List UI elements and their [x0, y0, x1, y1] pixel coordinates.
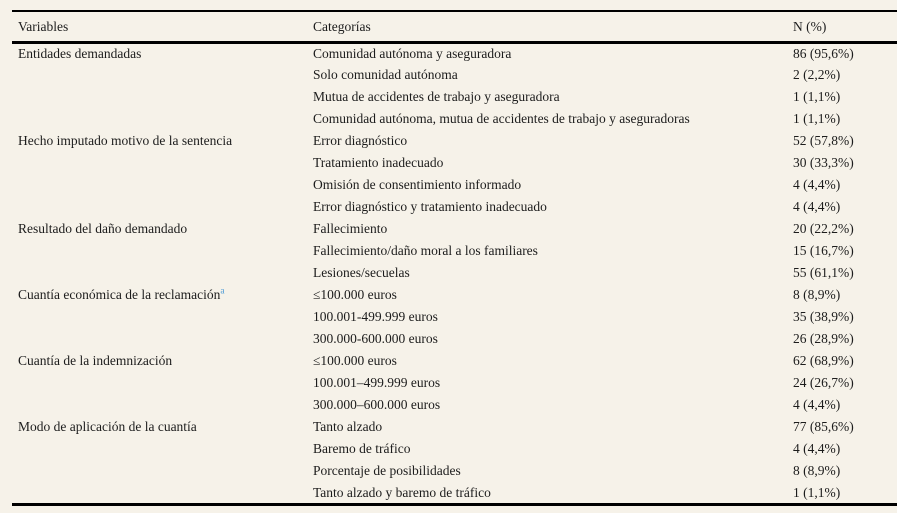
variable-cell — [12, 372, 307, 394]
category-cell: Error diagnóstico y tratamiento inadecuado — [313, 199, 547, 215]
category-cell: Error diagnóstico — [313, 133, 408, 149]
variable-cell — [12, 108, 307, 130]
category-cell: Mutua de accidentes de trabajo y aseguradora — [313, 89, 560, 105]
table-row — [12, 416, 897, 438]
variable-cell — [12, 482, 307, 504]
category-cell: Tanto alzado y baremo de tráfico — [313, 484, 491, 500]
table-row — [12, 284, 897, 306]
table-row — [12, 438, 897, 460]
variable-cell — [12, 152, 307, 174]
category-cell: 300.000-600.000 euros — [313, 331, 438, 347]
variable-cell — [12, 196, 307, 218]
variable-cell — [12, 306, 307, 328]
category-cell: Tratamiento inadecuado — [313, 155, 444, 171]
n-cell: 4 (4,4%) — [793, 441, 841, 457]
category-cell: Tanto alzado — [313, 419, 383, 435]
category-cell: Lesiones/secuelas — [313, 265, 410, 281]
table-row — [12, 174, 897, 196]
n-cell: 62 (68,9%) — [793, 353, 854, 369]
n-cell: 2 (2,2%) — [793, 67, 841, 83]
n-cell: 77 (85,6%) — [793, 419, 854, 435]
category-cell: Solo comunidad autónoma — [313, 67, 458, 83]
table-row — [12, 196, 897, 218]
variable-cell — [12, 460, 307, 482]
n-cell: 55 (61,1%) — [793, 265, 854, 281]
table-row — [12, 108, 897, 130]
footnote-a-link[interactable]: a — [220, 286, 225, 297]
n-cell: 15 (16,7%) — [793, 243, 854, 259]
variable-cell — [12, 64, 307, 86]
variable-cell: Entidades demandadas — [18, 46, 142, 61]
variable-cell — [12, 394, 307, 416]
variable-cell: Hecho imputado motivo de la sentencia — [18, 133, 233, 149]
variable-cell — [12, 262, 307, 284]
variable-label: Cuantía económica de la reclamación — [18, 287, 221, 303]
category-cell: Fallecimiento — [313, 221, 388, 237]
n-cell: 30 (33,3%) — [793, 155, 854, 171]
category-cell: 100.001-499.999 euros — [313, 309, 438, 325]
table-row — [12, 482, 897, 504]
category-cell: 300.000–600.000 euros — [313, 397, 441, 413]
table-row — [12, 64, 897, 86]
n-cell: 26 (28,9%) — [793, 331, 854, 347]
category-cell: Baremo de tráfico — [313, 441, 411, 457]
variable-cell — [12, 284, 307, 306]
category-cell: Fallecimiento/daño moral a los familiares — [313, 243, 538, 259]
n-cell: 4 (4,4%) — [793, 177, 841, 193]
statistics-table — [12, 10, 897, 506]
table-row — [12, 86, 897, 108]
n-cell: 4 (4,4%) — [793, 199, 841, 215]
table-row — [12, 42, 897, 64]
n-cell: 8 (8,9%) — [793, 287, 841, 303]
n-cell: 1 (1,1%) — [793, 484, 841, 500]
table-row — [12, 240, 897, 262]
n-cell: 52 (57,8%) — [793, 133, 854, 149]
variable-cell — [12, 438, 307, 460]
category-cell: Comunidad autónoma, mutua de accidentes de trabajo y aseguradoras — [313, 111, 690, 127]
variable-cell — [12, 174, 307, 196]
table-header — [12, 11, 897, 42]
category-cell: 100.001–499.999 euros — [313, 375, 441, 391]
variable-cell — [12, 86, 307, 108]
table-body — [12, 42, 897, 504]
column-header-n-percent: N (%) — [793, 18, 827, 34]
table-row — [12, 152, 897, 174]
variable-cell: Modo de aplicación de la cuantía — [18, 419, 197, 435]
table-row — [12, 130, 897, 152]
n-cell: 20 (22,2%) — [793, 221, 854, 237]
variable-cell: Cuantía de la indemnización — [18, 353, 173, 369]
n-cell: 1 (1,1%) — [793, 89, 841, 105]
n-cell: 1 (1,1%) — [793, 111, 841, 127]
category-cell: ≤100.000 euros — [313, 353, 397, 369]
table-row — [12, 328, 897, 350]
table-row — [12, 262, 897, 284]
table-row — [12, 394, 897, 416]
variable-cell: Resultado del daño demandado — [18, 221, 188, 237]
category-cell: Porcentaje de posibilidades — [313, 463, 461, 479]
table-row — [12, 372, 897, 394]
n-cell: 8 (8,9%) — [793, 463, 841, 479]
category-cell: Omisión de consentimiento informado — [313, 177, 522, 193]
n-cell: 4 (4,4%) — [793, 397, 841, 413]
variable-cell — [12, 328, 307, 350]
category-cell: ≤100.000 euros — [313, 287, 397, 303]
column-header-categorias: Categorías — [313, 18, 371, 34]
n-cell: 24 (26,7%) — [793, 375, 854, 391]
column-header-variables: Variables — [18, 18, 69, 34]
n-cell: 35 (38,9%) — [793, 309, 854, 325]
n-cell: 86 (95,6%) — [793, 46, 854, 61]
variable-cell — [12, 240, 307, 262]
header-row — [12, 11, 897, 42]
table-row — [12, 218, 897, 240]
table-row — [12, 306, 897, 328]
table-row — [12, 460, 897, 482]
category-cell: Comunidad autónoma y aseguradora — [313, 46, 512, 61]
table-row — [12, 350, 897, 372]
